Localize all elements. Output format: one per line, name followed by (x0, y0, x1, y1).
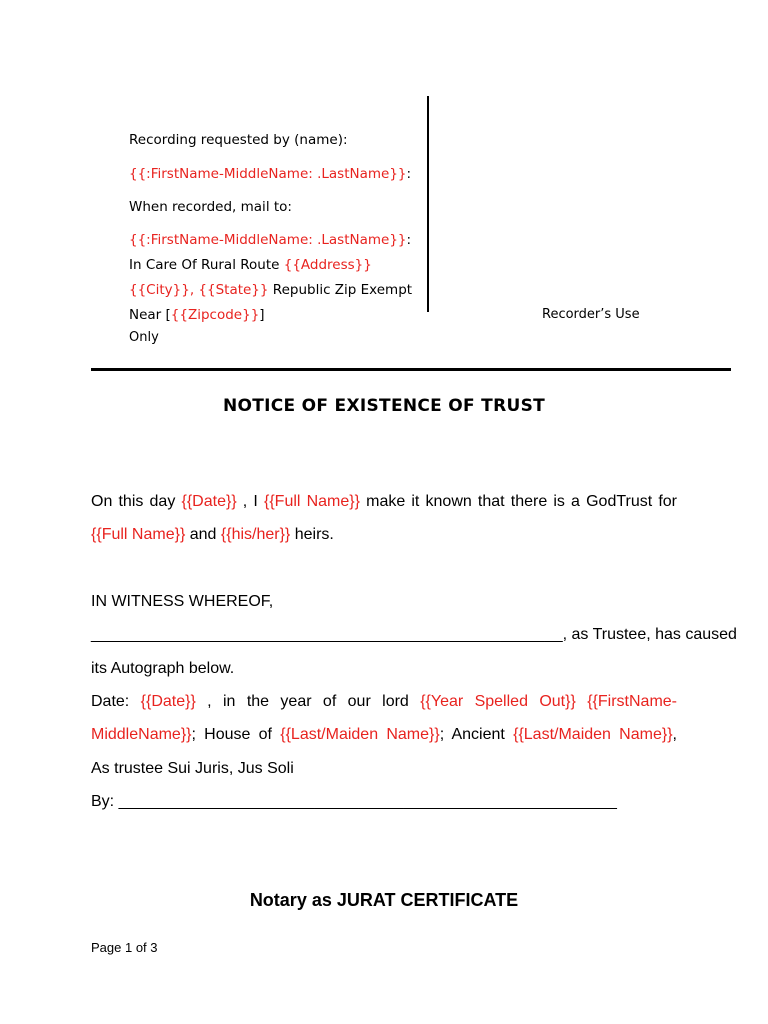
address-field: {{Address}} (283, 257, 372, 273)
middlename-field: MiddleName}} (91, 726, 192, 743)
his-her-field: {{his/her}} (220, 526, 291, 543)
city-state-line: {{City}}, {{State}} Republic Zip Exempt (129, 282, 413, 298)
recording-divider-vertical (427, 96, 429, 312)
near-zipcode-line: Near [{{Zipcode}}] (129, 307, 265, 323)
firstname-field: {{FirstName- (587, 693, 677, 710)
requested-name-field: {{:FirstName-MiddleName: .LastName}} (129, 166, 407, 182)
last-maiden-field-2: {{Last/Maiden Name}} (513, 726, 673, 743)
autograph-text: its Autograph below. (91, 660, 235, 677)
mail-to-label: When recorded, mail to: (129, 199, 292, 215)
full-name-field: {{Full Name}} (263, 493, 360, 510)
page-number: Page 1 of 3 (91, 940, 158, 955)
full-name-field-2: {{Full Name}} (91, 526, 186, 543)
date-year-line: Date: {{Date}} , in the year of our lord {{Year Spelled Out}} {{FirstName- (91, 693, 677, 710)
requested-name-line: {{:FirstName-MiddleName: .LastName}}: (129, 166, 412, 182)
recording-requested-label: Recording requested by (name): (129, 132, 348, 148)
witness-date-field: {{Date}} (140, 693, 196, 710)
care-of-line: In Care Of Rural Route {{Address}} (129, 257, 372, 273)
house-ancient-line: MiddleName}}; House of {{Last/Maiden Name}}; Ancient {{Last/Maiden Name}}, (91, 726, 677, 743)
by-signature-line: By: ________________________________________________________ (91, 793, 617, 810)
trustee-signature-line: _____________________________________________________, as Trustee, has caused (91, 626, 737, 643)
recorders-use-label: Recorder’s Use (542, 307, 640, 322)
only-text: Only (129, 330, 159, 345)
witness-heading: IN WITNESS WHEREOF, (91, 593, 274, 610)
document-title: NOTICE OF EXISTENCE OF TRUST (222, 396, 546, 416)
zipcode-field: {{Zipcode}} (170, 307, 260, 323)
notary-heading: Notary as JURAT CERTIFICATE (249, 890, 519, 910)
paragraph-line-2: {{Full Name}} and {{his/her}} heirs. (91, 526, 334, 543)
last-maiden-field: {{Last/Maiden Name}} (280, 726, 440, 743)
horizontal-rule (91, 368, 731, 371)
date-field: {{Date}} (181, 493, 237, 510)
mail-name-line: {{:FirstName-MiddleName: .LastName}}: (129, 232, 412, 248)
mail-name-field: {{:FirstName-MiddleName: .LastName}} (129, 232, 407, 248)
year-spelled-field: {{Year Spelled Out}} (420, 693, 576, 710)
city-state-field: {{City}}, {{State}} (129, 282, 269, 298)
paragraph-line-1: On this day {{Date}} , I {{Full Name}} make it known that there is a GodTrust for (91, 493, 678, 510)
trustee-sui-juris-line: As trustee Sui Juris, Jus Soli (91, 760, 294, 777)
